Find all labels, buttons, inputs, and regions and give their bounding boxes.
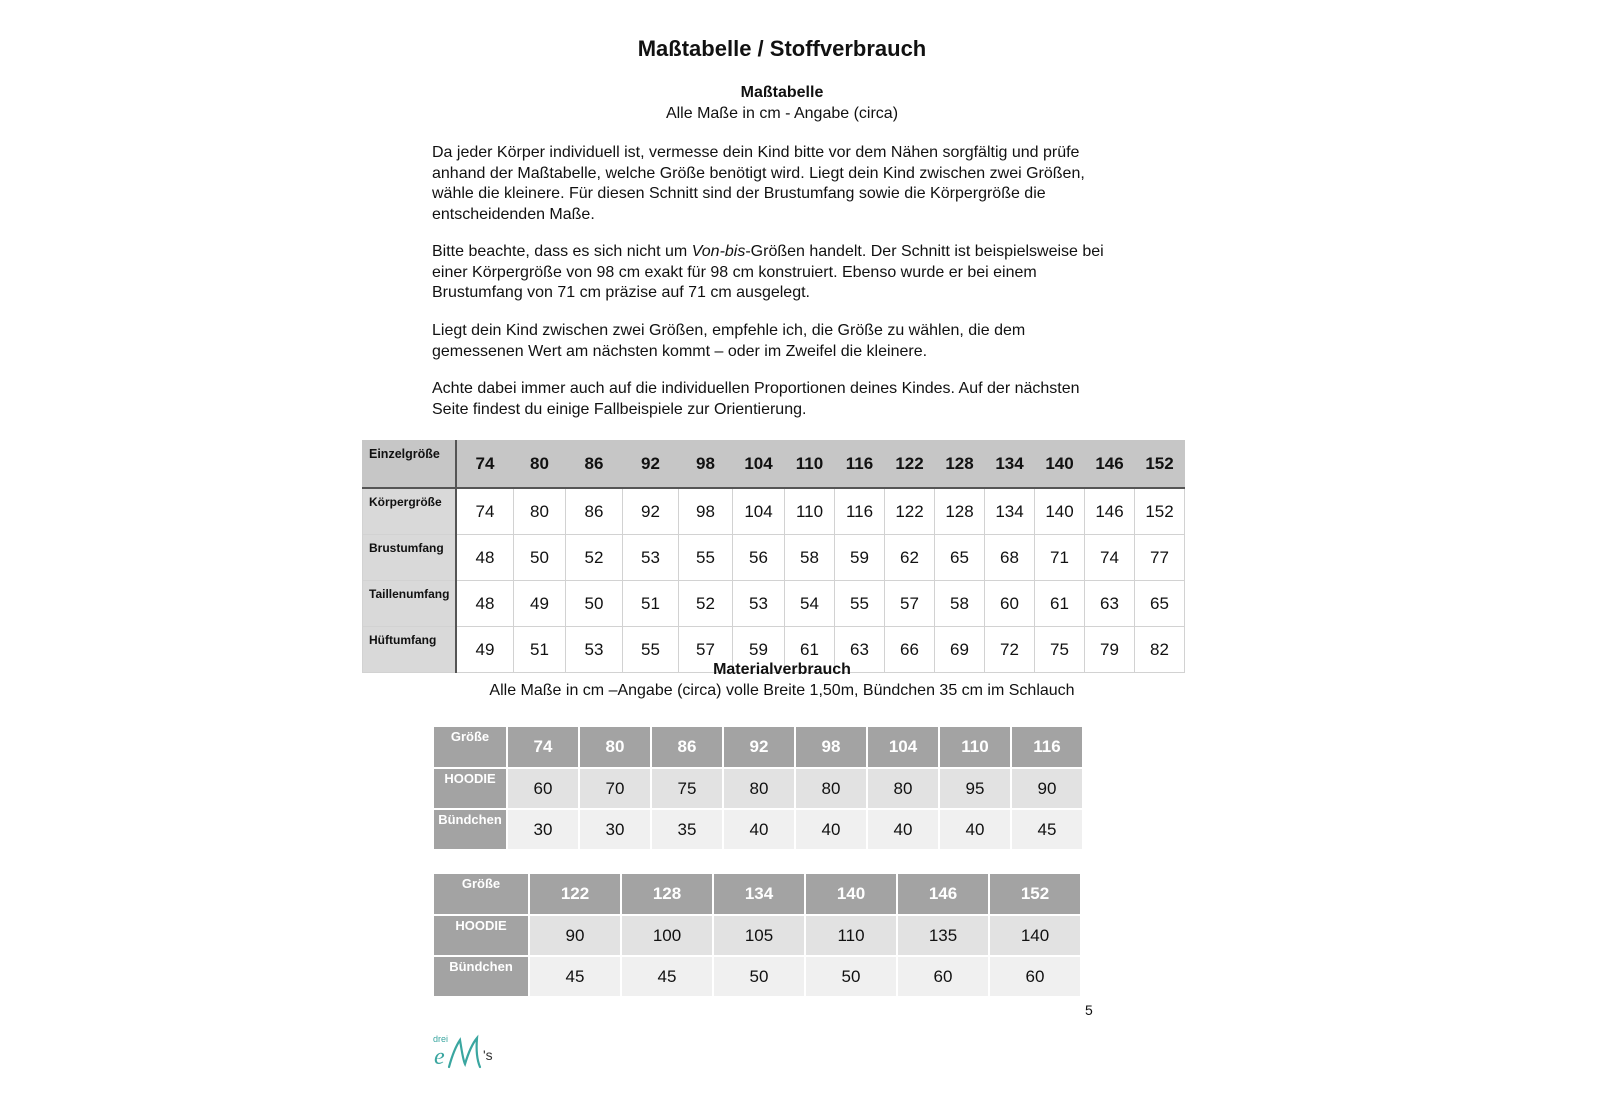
size-table-header-label: Einzelgröße (363, 441, 457, 489)
size-header-cell: 110 (785, 441, 835, 489)
material-row-label: HOODIE (433, 768, 507, 809)
size-value-cell: 54 (785, 581, 835, 627)
size-note-paragraph (432, 242, 1112, 304)
size-header-cell: 146 (1085, 441, 1135, 489)
size-value-cell: 146 (1085, 488, 1135, 535)
material-size-header-cell: 80 (579, 726, 651, 768)
size-value-cell: 86 (566, 488, 623, 535)
between-sizes-paragraph: Liegt dein Kind zwischen zwei Größen, empfehle ich, die Größe zu wählen, die dem gemessenen Wert am nächsten kommt – oder im Zweifel die kleinere. (432, 322, 1026, 360)
size-value-cell: 58 (785, 535, 835, 581)
size-value-cell: 50 (566, 581, 623, 627)
size-value-cell: 74 (1085, 535, 1135, 581)
material-size-header-cell: 116 (1011, 726, 1083, 768)
size-value-cell: 50 (514, 535, 566, 581)
svg-text:'s: 's (483, 1047, 493, 1063)
material-value-cell: 35 (651, 809, 723, 850)
material-section-title: Materialverbrauch (713, 661, 851, 678)
material-value-cell: 40 (939, 809, 1011, 850)
material-size-header-cell: 110 (939, 726, 1011, 768)
size-note-text-b: -Größen handelt. Der Schnitt ist beispielsweise bei einer Körpergröße von 98 cm exakt für 98 cm konstruiert. Ebenso wurde er bei einem Brustumfang von 71 cm präzise auf 71 cm ausgelegt. (432, 243, 1104, 301)
size-value-cell: 116 (835, 488, 885, 535)
material-value-cell: 75 (651, 768, 723, 809)
material-value-cell: 95 (939, 768, 1011, 809)
size-value-cell: 58 (935, 581, 985, 627)
size-value-cell: 110 (785, 488, 835, 535)
size-table-row (363, 581, 1185, 627)
size-value-cell: 65 (935, 535, 985, 581)
measure-section-subtitle: Alle Maße in cm - Angabe (circa) (665, 105, 899, 122)
size-header-cell: 74 (456, 441, 514, 489)
material-value-cell: 105 (713, 915, 805, 956)
size-table-header-row (363, 441, 1185, 489)
size-header-cell: 92 (623, 441, 679, 489)
measure-section-title: Maßtabelle (740, 84, 824, 101)
page-number: 5 (1085, 1002, 1093, 1018)
size-value-cell: 77 (1135, 535, 1185, 581)
size-value-cell: 152 (1135, 488, 1185, 535)
size-value-cell: 56 (733, 535, 785, 581)
size-note-text-a: Bitte beachte, dass es sich nicht um (432, 243, 692, 260)
material-size-header-cell: 134 (713, 873, 805, 915)
material-value-cell: 60 (897, 956, 989, 997)
size-header-cell: 98 (679, 441, 733, 489)
size-value-cell: 82 (1135, 627, 1185, 673)
size-value-cell: 57 (679, 627, 733, 673)
size-value-cell: 49 (456, 627, 514, 673)
material-table-large-sizes (432, 872, 1082, 998)
material-table-header-row (433, 726, 1083, 768)
material-row-buendchen (433, 956, 1081, 997)
size-value-cell: 51 (514, 627, 566, 673)
material-table-small-sizes (432, 725, 1084, 851)
size-value-cell: 48 (456, 535, 514, 581)
material-row-label: Bündchen (433, 809, 507, 850)
size-value-cell: 104 (733, 488, 785, 535)
material-value-cell: 60 (507, 768, 579, 809)
size-value-cell: 59 (835, 535, 885, 581)
material-value-cell: 30 (507, 809, 579, 850)
size-header-cell: 128 (935, 441, 985, 489)
size-note-italic: Von-bis (691, 243, 746, 260)
size-value-cell: 65 (1135, 581, 1185, 627)
material-value-cell: 80 (867, 768, 939, 809)
material-value-cell: 45 (1011, 809, 1083, 850)
material-value-cell: 30 (579, 809, 651, 850)
material-value-cell: 90 (529, 915, 621, 956)
material-value-cell: 100 (621, 915, 713, 956)
material-value-cell: 45 (621, 956, 713, 997)
material-value-cell: 110 (805, 915, 897, 956)
svg-text:e: e (434, 1044, 445, 1070)
size-value-cell: 134 (985, 488, 1035, 535)
proportions-paragraph: Achte dabei immer auch auf die individuellen Proportionen deines Kindes. Auf der nächsten Seite findest du einige Fallbeispiele zur Orientierung. (432, 380, 1080, 418)
material-size-header-cell: 104 (867, 726, 939, 768)
size-value-cell: 71 (1035, 535, 1085, 581)
size-value-cell: 52 (566, 535, 623, 581)
size-header-cell: 152 (1135, 441, 1185, 489)
material-section-subtitle: Alle Maße in cm –Angabe (circa) volle Breite 1,50m, Bündchen 35 cm im Schlauch (489, 682, 1075, 699)
size-value-cell: 62 (885, 535, 935, 581)
size-value-cell: 63 (835, 627, 885, 673)
material-value-cell: 140 (989, 915, 1081, 956)
material-value-cell: 50 (805, 956, 897, 997)
material-value-cell: 80 (723, 768, 795, 809)
size-value-cell: 79 (1085, 627, 1135, 673)
size-header-cell: 116 (835, 441, 885, 489)
size-value-cell: 61 (1035, 581, 1085, 627)
size-value-cell: 66 (885, 627, 935, 673)
size-header-cell: 104 (733, 441, 785, 489)
size-value-cell: 128 (935, 488, 985, 535)
material-value-cell: 80 (795, 768, 867, 809)
size-table (362, 440, 1185, 673)
svg-text:drei: drei (433, 1034, 449, 1044)
size-value-cell: 55 (835, 581, 885, 627)
size-header-cell: 86 (566, 441, 623, 489)
size-value-cell: 57 (885, 581, 935, 627)
size-value-cell: 92 (623, 488, 679, 535)
material-table-header-row (433, 873, 1081, 915)
material-size-header-cell: 74 (507, 726, 579, 768)
material-value-cell: 50 (713, 956, 805, 997)
size-row-label: Brustumfang (363, 535, 457, 581)
size-row-label: Körpergröße (363, 488, 457, 535)
size-value-cell: 53 (623, 535, 679, 581)
size-value-cell: 51 (623, 581, 679, 627)
size-table-row (363, 535, 1185, 581)
size-header-cell: 122 (885, 441, 935, 489)
material-size-header-cell: 92 (723, 726, 795, 768)
material-value-cell: 90 (1011, 768, 1083, 809)
size-value-cell: 61 (785, 627, 835, 673)
size-value-cell: 59 (733, 627, 785, 673)
size-value-cell: 74 (456, 488, 514, 535)
size-value-cell: 75 (1035, 627, 1085, 673)
size-value-cell: 52 (679, 581, 733, 627)
size-value-cell: 98 (679, 488, 733, 535)
material-row-label: HOODIE (433, 915, 529, 956)
size-row-label: Hüftumfang (363, 627, 457, 673)
size-value-cell: 48 (456, 581, 514, 627)
size-value-cell: 55 (623, 627, 679, 673)
material-size-header-cell: 152 (989, 873, 1081, 915)
material-size-header-cell: 98 (795, 726, 867, 768)
material-value-cell: 40 (795, 809, 867, 850)
material-size-header-cell: 146 (897, 873, 989, 915)
size-header-cell: 80 (514, 441, 566, 489)
material-value-cell: 45 (529, 956, 621, 997)
material-size-header-cell: 122 (529, 873, 621, 915)
material-table-header-label: Größe (433, 873, 529, 915)
size-header-cell: 140 (1035, 441, 1085, 489)
material-size-header-cell: 140 (805, 873, 897, 915)
drei-ems-logo-icon (432, 1030, 502, 1072)
material-row-hoodie (433, 768, 1083, 809)
material-table-header-label: Größe (433, 726, 507, 768)
size-value-cell: 60 (985, 581, 1035, 627)
page-title: Maßtabelle / Stoffverbrauch (637, 36, 927, 61)
size-value-cell: 72 (985, 627, 1035, 673)
size-value-cell: 55 (679, 535, 733, 581)
material-value-cell: 135 (897, 915, 989, 956)
material-row-label: Bündchen (433, 956, 529, 997)
material-value-cell: 60 (989, 956, 1081, 997)
material-value-cell: 40 (867, 809, 939, 850)
size-row-label: Taillenumfang (363, 581, 457, 627)
size-value-cell: 80 (514, 488, 566, 535)
material-row-hoodie (433, 915, 1081, 956)
intro-paragraph: Da jeder Körper individuell ist, vermesse dein Kind bitte vor dem Nähen sorgfältig und prüfe anhand der Maßtabelle, welche Größe benötigt wird. Liegt dein Kind zwischen zwei Größen, wähle die kleinere. Für diesen Schnitt sind der Brustumfang sowie die Körpergröße die entscheidenden Maße. (432, 144, 1085, 223)
material-size-header-cell: 128 (621, 873, 713, 915)
size-value-cell: 68 (985, 535, 1035, 581)
material-value-cell: 70 (579, 768, 651, 809)
material-size-header-cell: 86 (651, 726, 723, 768)
size-value-cell: 122 (885, 488, 935, 535)
size-table-row (363, 488, 1185, 535)
material-row-buendchen (433, 809, 1083, 850)
size-value-cell: 53 (733, 581, 785, 627)
size-value-cell: 49 (514, 581, 566, 627)
size-value-cell: 53 (566, 627, 623, 673)
size-value-cell: 63 (1085, 581, 1135, 627)
material-value-cell: 40 (723, 809, 795, 850)
size-header-cell: 134 (985, 441, 1035, 489)
size-value-cell: 69 (935, 627, 985, 673)
size-value-cell: 140 (1035, 488, 1085, 535)
